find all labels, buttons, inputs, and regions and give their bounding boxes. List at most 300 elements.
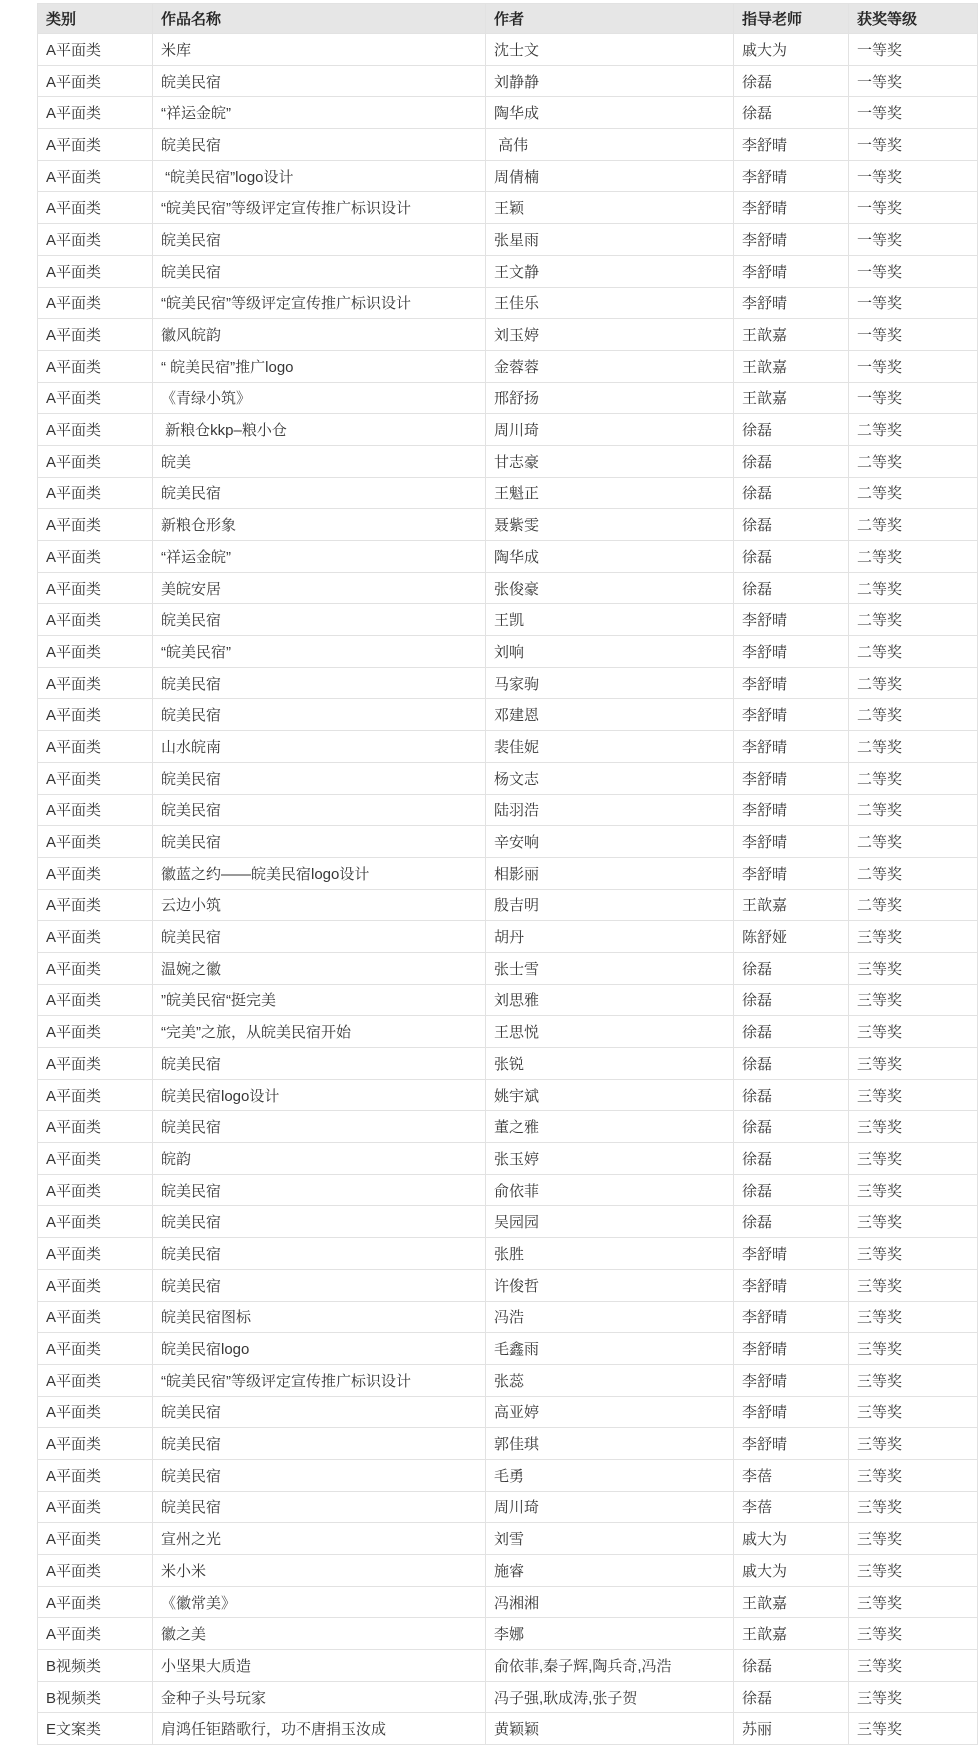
cell-work-title: ”皖美民宿“挺完美 <box>153 984 486 1016</box>
cell-work-title: 皖美民宿 <box>153 794 486 826</box>
cell-category: A平面类 <box>38 1111 153 1143</box>
cell-advisor: 李舒晴 <box>734 1428 849 1460</box>
cell-author: 董之雅 <box>486 1111 734 1143</box>
cell-author: 聂紫雯 <box>486 509 734 541</box>
cell-author: 张星雨 <box>486 224 734 256</box>
cell-advisor: 苏丽 <box>734 1713 849 1745</box>
cell-advisor: 戚大为 <box>734 1523 849 1555</box>
cell-work-title: 金种子头号玩家 <box>153 1681 486 1713</box>
cell-author: 冯浩 <box>486 1301 734 1333</box>
cell-work-title: 皖美民宿 <box>153 699 486 731</box>
cell-award-level: 三等奖 <box>849 1016 978 1048</box>
table-row <box>38 1111 978 1143</box>
cell-category: A平面类 <box>38 794 153 826</box>
cell-advisor: 王歆嘉 <box>734 1618 849 1650</box>
cell-author: 裴佳妮 <box>486 731 734 763</box>
cell-advisor: 李舒晴 <box>734 287 849 319</box>
cell-work-title: 小坚果大质造 <box>153 1650 486 1682</box>
table-row <box>38 1428 978 1460</box>
cell-category: A平面类 <box>38 350 153 382</box>
cell-award-level: 一等奖 <box>849 287 978 319</box>
cell-advisor: 李舒晴 <box>734 1269 849 1301</box>
table-row <box>38 604 978 636</box>
cell-author: 刘响 <box>486 636 734 668</box>
cell-author: 王魁正 <box>486 477 734 509</box>
cell-award-level: 三等奖 <box>849 1586 978 1618</box>
cell-author: 黄颖颖 <box>486 1713 734 1745</box>
cell-work-title: 皖美民宿 <box>153 1238 486 1270</box>
table-row <box>38 1586 978 1618</box>
cell-author: 马家驹 <box>486 667 734 699</box>
cell-category: B视频类 <box>38 1681 153 1713</box>
cell-author: 刘思雅 <box>486 984 734 1016</box>
cell-work-title: 新粮仓形象 <box>153 509 486 541</box>
table-row <box>38 192 978 224</box>
cell-advisor: 徐磊 <box>734 1079 849 1111</box>
cell-advisor: 李舒晴 <box>734 762 849 794</box>
cell-category: A平面类 <box>38 382 153 414</box>
cell-advisor: 李舒晴 <box>734 699 849 731</box>
cell-work-title: 美皖安居 <box>153 572 486 604</box>
table-row <box>38 287 978 319</box>
cell-category: A平面类 <box>38 762 153 794</box>
cell-work-title: “皖美民宿”等级评定宣传推广标识设计 <box>153 1364 486 1396</box>
cell-award-level: 一等奖 <box>849 382 978 414</box>
cell-work-title: 皖美民宿图标 <box>153 1301 486 1333</box>
table-body <box>38 34 978 1745</box>
cell-advisor: 徐磊 <box>734 1016 849 1048</box>
column-header-work-title: 作品名称 <box>153 4 486 34</box>
cell-category: A平面类 <box>38 1269 153 1301</box>
table-row <box>38 1396 978 1428</box>
cell-work-title: 皖美民宿 <box>153 1396 486 1428</box>
table-row <box>38 1301 978 1333</box>
cell-advisor: 李舒晴 <box>734 826 849 858</box>
table-row <box>38 1364 978 1396</box>
cell-author: 毛勇 <box>486 1459 734 1491</box>
cell-award-level: 三等奖 <box>849 1333 978 1365</box>
table-row <box>38 699 978 731</box>
table-row <box>38 97 978 129</box>
cell-advisor: 戚大为 <box>734 1555 849 1587</box>
cell-author: 高伟 <box>486 129 734 161</box>
cell-award-level: 三等奖 <box>849 1555 978 1587</box>
cell-author: 王文静 <box>486 255 734 287</box>
cell-category: A平面类 <box>38 1396 153 1428</box>
cell-author: 杨文志 <box>486 762 734 794</box>
cell-category: A平面类 <box>38 287 153 319</box>
cell-work-title: 徽蓝之约——皖美民宿logo设计 <box>153 857 486 889</box>
cell-advisor: 徐磊 <box>734 984 849 1016</box>
cell-author: 辛安响 <box>486 826 734 858</box>
table-row <box>38 762 978 794</box>
cell-category: A平面类 <box>38 731 153 763</box>
cell-author: 张蕊 <box>486 1364 734 1396</box>
table-row <box>38 1238 978 1270</box>
cell-category: A平面类 <box>38 921 153 953</box>
cell-work-title: 徽风皖韵 <box>153 319 486 351</box>
cell-category: A平面类 <box>38 1523 153 1555</box>
cell-advisor: 李舒晴 <box>734 129 849 161</box>
cell-award-level: 三等奖 <box>849 984 978 1016</box>
cell-advisor: 李舒晴 <box>734 1333 849 1365</box>
cell-award-level: 二等奖 <box>849 541 978 573</box>
table-row <box>38 414 978 446</box>
cell-work-title: 米小米 <box>153 1555 486 1587</box>
table-row <box>38 952 978 984</box>
cell-category: A平面类 <box>38 224 153 256</box>
cell-category: B视频类 <box>38 1650 153 1682</box>
cell-author: 高亚婷 <box>486 1396 734 1428</box>
cell-award-level: 三等奖 <box>849 1206 978 1238</box>
cell-advisor: 李舒晴 <box>734 192 849 224</box>
cell-work-title: 皖美民宿 <box>153 1048 486 1080</box>
cell-author: 殷吉明 <box>486 889 734 921</box>
cell-author: 张俊豪 <box>486 572 734 604</box>
table-row <box>38 34 978 66</box>
cell-advisor: 李蓓 <box>734 1459 849 1491</box>
cell-author: 周川琦 <box>486 414 734 446</box>
cell-award-level: 二等奖 <box>849 667 978 699</box>
cell-award-level: 二等奖 <box>849 794 978 826</box>
table-row <box>38 1681 978 1713</box>
cell-category: A平面类 <box>38 65 153 97</box>
cell-category: E文案类 <box>38 1713 153 1745</box>
cell-work-title: 宣州之光 <box>153 1523 486 1555</box>
cell-work-title: 皖美民宿 <box>153 667 486 699</box>
table-row <box>38 255 978 287</box>
cell-work-title: 米库 <box>153 34 486 66</box>
table-row <box>38 1650 978 1682</box>
cell-work-title: 皖美民宿 <box>153 65 486 97</box>
cell-work-title: 皖美民宿 <box>153 129 486 161</box>
cell-work-title: 皖美民宿 <box>153 921 486 953</box>
column-header-advisor: 指导老师 <box>734 4 849 34</box>
cell-work-title: “祥运金皖” <box>153 541 486 573</box>
cell-award-level: 一等奖 <box>849 160 978 192</box>
cell-work-title: 皖美民宿 <box>153 604 486 636</box>
cell-work-title: 皖美民宿 <box>153 224 486 256</box>
cell-author: 俞依菲 <box>486 1174 734 1206</box>
table-row <box>38 65 978 97</box>
cell-author: 沈士文 <box>486 34 734 66</box>
cell-advisor: 陈舒娅 <box>734 921 849 953</box>
award-results-table <box>37 3 978 1745</box>
cell-author: 王思悦 <box>486 1016 734 1048</box>
cell-work-title: 皖韵 <box>153 1143 486 1175</box>
cell-advisor: 李舒晴 <box>734 794 849 826</box>
cell-author: 郭佳琪 <box>486 1428 734 1460</box>
cell-work-title: 皖美民宿 <box>153 1428 486 1460</box>
cell-author: 毛鑫雨 <box>486 1333 734 1365</box>
cell-author: 邢舒扬 <box>486 382 734 414</box>
cell-category: A平面类 <box>38 1238 153 1270</box>
cell-award-level: 三等奖 <box>849 1364 978 1396</box>
table-row <box>38 921 978 953</box>
table-row <box>38 1333 978 1365</box>
cell-work-title: 皖美民宿 <box>153 762 486 794</box>
cell-advisor: 徐磊 <box>734 509 849 541</box>
cell-category: A平面类 <box>38 160 153 192</box>
cell-author: 李娜 <box>486 1618 734 1650</box>
cell-work-title: 新粮仓kkp–粮小仓 <box>153 414 486 446</box>
table-row <box>38 1618 978 1650</box>
cell-award-level: 三等奖 <box>849 1428 978 1460</box>
cell-work-title: 山水皖南 <box>153 731 486 763</box>
cell-advisor: 李舒晴 <box>734 636 849 668</box>
cell-award-level: 二等奖 <box>849 477 978 509</box>
cell-work-title: “皖美民宿” <box>153 636 486 668</box>
cell-award-level: 三等奖 <box>849 1491 978 1523</box>
cell-advisor: 徐磊 <box>734 572 849 604</box>
cell-author: 甘志豪 <box>486 445 734 477</box>
table-row <box>38 445 978 477</box>
cell-author: 王凯 <box>486 604 734 636</box>
cell-award-level: 三等奖 <box>849 1681 978 1713</box>
cell-work-title: 皖美民宿 <box>153 1491 486 1523</box>
cell-author: 张士雪 <box>486 952 734 984</box>
cell-award-level: 一等奖 <box>849 129 978 161</box>
cell-author: 俞依菲,秦子辉,陶兵奇,冯浩 <box>486 1650 734 1682</box>
cell-award-level: 二等奖 <box>849 509 978 541</box>
cell-category: A平面类 <box>38 1048 153 1080</box>
cell-category: A平面类 <box>38 541 153 573</box>
cell-author: 陶华成 <box>486 97 734 129</box>
cell-category: A平面类 <box>38 34 153 66</box>
cell-award-level: 二等奖 <box>849 604 978 636</box>
cell-work-title: 皖美 <box>153 445 486 477</box>
table-row <box>38 1269 978 1301</box>
cell-work-title: 温婉之徽 <box>153 952 486 984</box>
cell-award-level: 二等奖 <box>849 414 978 446</box>
table-row <box>38 667 978 699</box>
cell-award-level: 三等奖 <box>849 1079 978 1111</box>
cell-work-title: 云边小筑 <box>153 889 486 921</box>
cell-author: 邓建恩 <box>486 699 734 731</box>
cell-award-level: 三等奖 <box>849 1523 978 1555</box>
cell-advisor: 徐磊 <box>734 1174 849 1206</box>
cell-award-level: 一等奖 <box>849 34 978 66</box>
cell-author: 相影丽 <box>486 857 734 889</box>
cell-author: 金蓉蓉 <box>486 350 734 382</box>
cell-award-level: 一等奖 <box>849 350 978 382</box>
cell-work-title: 皖美民宿 <box>153 1174 486 1206</box>
cell-advisor: 徐磊 <box>734 414 849 446</box>
cell-category: A平面类 <box>38 129 153 161</box>
cell-award-level: 二等奖 <box>849 857 978 889</box>
cell-author: 姚宇斌 <box>486 1079 734 1111</box>
cell-advisor: 李舒晴 <box>734 857 849 889</box>
cell-category: A平面类 <box>38 636 153 668</box>
cell-advisor: 王歆嘉 <box>734 350 849 382</box>
table-row <box>38 636 978 668</box>
cell-work-title: “完美”之旅，从皖美民宿开始 <box>153 1016 486 1048</box>
cell-work-title: “祥运金皖” <box>153 97 486 129</box>
cell-category: A平面类 <box>38 1586 153 1618</box>
cell-work-title: 皖美民宿 <box>153 1111 486 1143</box>
cell-author: 张胜 <box>486 1238 734 1270</box>
table-row <box>38 160 978 192</box>
cell-category: A平面类 <box>38 509 153 541</box>
cell-author: 施睿 <box>486 1555 734 1587</box>
cell-advisor: 李舒晴 <box>734 255 849 287</box>
cell-award-level: 三等奖 <box>849 1396 978 1428</box>
cell-category: A平面类 <box>38 667 153 699</box>
cell-award-level: 一等奖 <box>849 255 978 287</box>
cell-advisor: 王歆嘉 <box>734 889 849 921</box>
cell-award-level: 三等奖 <box>849 952 978 984</box>
cell-category: A平面类 <box>38 1079 153 1111</box>
cell-category: A平面类 <box>38 319 153 351</box>
cell-category: A平面类 <box>38 604 153 636</box>
cell-award-level: 三等奖 <box>849 1143 978 1175</box>
cell-advisor: 李蓓 <box>734 1491 849 1523</box>
cell-award-level: 三等奖 <box>849 1269 978 1301</box>
cell-author: 王佳乐 <box>486 287 734 319</box>
cell-award-level: 二等奖 <box>849 731 978 763</box>
cell-award-level: 一等奖 <box>849 192 978 224</box>
cell-category: A平面类 <box>38 1364 153 1396</box>
cell-award-level: 三等奖 <box>849 1238 978 1270</box>
cell-advisor: 徐磊 <box>734 952 849 984</box>
cell-work-title: 《青绿小筑》 <box>153 382 486 414</box>
cell-award-level: 二等奖 <box>849 445 978 477</box>
cell-work-title: 肩鸿任钜踏歌行，功不唐捐玉汝成 <box>153 1713 486 1745</box>
cell-advisor: 徐磊 <box>734 477 849 509</box>
cell-author: 王颖 <box>486 192 734 224</box>
cell-work-title: 皖美民宿 <box>153 255 486 287</box>
cell-award-level: 二等奖 <box>849 762 978 794</box>
table-row <box>38 1523 978 1555</box>
table-row <box>38 984 978 1016</box>
table-row <box>38 1459 978 1491</box>
cell-work-title: “皖美民宿”等级评定宣传推广标识设计 <box>153 287 486 319</box>
cell-advisor: 徐磊 <box>734 1048 849 1080</box>
cell-award-level: 三等奖 <box>849 921 978 953</box>
cell-award-level: 三等奖 <box>849 1111 978 1143</box>
cell-award-level: 三等奖 <box>849 1618 978 1650</box>
cell-author: 冯湘湘 <box>486 1586 734 1618</box>
cell-award-level: 二等奖 <box>849 826 978 858</box>
column-header-category: 类别 <box>38 4 153 34</box>
cell-advisor: 李舒晴 <box>734 224 849 256</box>
cell-category: A平面类 <box>38 445 153 477</box>
cell-category: A平面类 <box>38 255 153 287</box>
table-row <box>38 477 978 509</box>
cell-work-title: 《徽常美》 <box>153 1586 486 1618</box>
table-row <box>38 857 978 889</box>
cell-category: A平面类 <box>38 1459 153 1491</box>
cell-work-title: 皖美民宿logo <box>153 1333 486 1365</box>
award-results-table-container <box>37 3 978 1745</box>
cell-advisor: 徐磊 <box>734 65 849 97</box>
table-row <box>38 350 978 382</box>
cell-author: 冯子强,耿成涛,张子贺 <box>486 1681 734 1713</box>
cell-category: A平面类 <box>38 826 153 858</box>
table-row <box>38 1143 978 1175</box>
cell-category: A平面类 <box>38 1618 153 1650</box>
cell-author: 刘玉婷 <box>486 319 734 351</box>
cell-work-title: “皖美民宿”logo设计 <box>153 160 486 192</box>
cell-award-level: 三等奖 <box>849 1301 978 1333</box>
table-row <box>38 1491 978 1523</box>
table-row <box>38 224 978 256</box>
cell-category: A平面类 <box>38 1143 153 1175</box>
cell-award-level: 三等奖 <box>849 1650 978 1682</box>
cell-award-level: 二等奖 <box>849 889 978 921</box>
cell-advisor: 徐磊 <box>734 1111 849 1143</box>
cell-category: A平面类 <box>38 1206 153 1238</box>
cell-work-title: “皖美民宿”等级评定宣传推广标识设计 <box>153 192 486 224</box>
cell-author: 陶华成 <box>486 541 734 573</box>
cell-award-level: 二等奖 <box>849 699 978 731</box>
cell-author: 吴园园 <box>486 1206 734 1238</box>
cell-category: A平面类 <box>38 572 153 604</box>
cell-advisor: 李舒晴 <box>734 160 849 192</box>
cell-award-level: 三等奖 <box>849 1048 978 1080</box>
table-row <box>38 889 978 921</box>
cell-author: 许俊哲 <box>486 1269 734 1301</box>
table-row <box>38 1016 978 1048</box>
cell-advisor: 李舒晴 <box>734 1396 849 1428</box>
cell-work-title: “ 皖美民宿”推广logo <box>153 350 486 382</box>
cell-advisor: 李舒晴 <box>734 667 849 699</box>
cell-advisor: 王歆嘉 <box>734 382 849 414</box>
cell-category: A平面类 <box>38 1555 153 1587</box>
cell-award-level: 一等奖 <box>849 319 978 351</box>
cell-advisor: 徐磊 <box>734 1206 849 1238</box>
cell-award-level: 三等奖 <box>849 1713 978 1745</box>
cell-advisor: 王歆嘉 <box>734 319 849 351</box>
cell-advisor: 徐磊 <box>734 445 849 477</box>
table-row <box>38 731 978 763</box>
cell-advisor: 徐磊 <box>734 1143 849 1175</box>
cell-award-level: 一等奖 <box>849 65 978 97</box>
cell-advisor: 李舒晴 <box>734 1238 849 1270</box>
cell-work-title: 皖美民宿 <box>153 826 486 858</box>
cell-work-title: 皖美民宿logo设计 <box>153 1079 486 1111</box>
cell-category: A平面类 <box>38 1301 153 1333</box>
cell-author: 张锐 <box>486 1048 734 1080</box>
cell-category: A平面类 <box>38 477 153 509</box>
cell-advisor: 戚大为 <box>734 34 849 66</box>
cell-award-level: 二等奖 <box>849 636 978 668</box>
cell-category: A平面类 <box>38 97 153 129</box>
table-row <box>38 1555 978 1587</box>
cell-advisor: 徐磊 <box>734 1650 849 1682</box>
cell-category: A平面类 <box>38 857 153 889</box>
cell-category: A平面类 <box>38 699 153 731</box>
cell-author: 胡丹 <box>486 921 734 953</box>
cell-category: A平面类 <box>38 1428 153 1460</box>
cell-author: 刘静静 <box>486 65 734 97</box>
table-row <box>38 572 978 604</box>
cell-category: A平面类 <box>38 192 153 224</box>
header-row <box>38 4 978 34</box>
table-row <box>38 1048 978 1080</box>
table-row <box>38 509 978 541</box>
cell-work-title: 皖美民宿 <box>153 1269 486 1301</box>
cell-category: A平面类 <box>38 889 153 921</box>
cell-advisor: 徐磊 <box>734 541 849 573</box>
column-header-author: 作者 <box>486 4 734 34</box>
cell-work-title: 皖美民宿 <box>153 1206 486 1238</box>
column-header-award-level: 获奖等级 <box>849 4 978 34</box>
cell-author: 张玉婷 <box>486 1143 734 1175</box>
cell-author: 刘雪 <box>486 1523 734 1555</box>
cell-award-level: 二等奖 <box>849 572 978 604</box>
table-row <box>38 1206 978 1238</box>
